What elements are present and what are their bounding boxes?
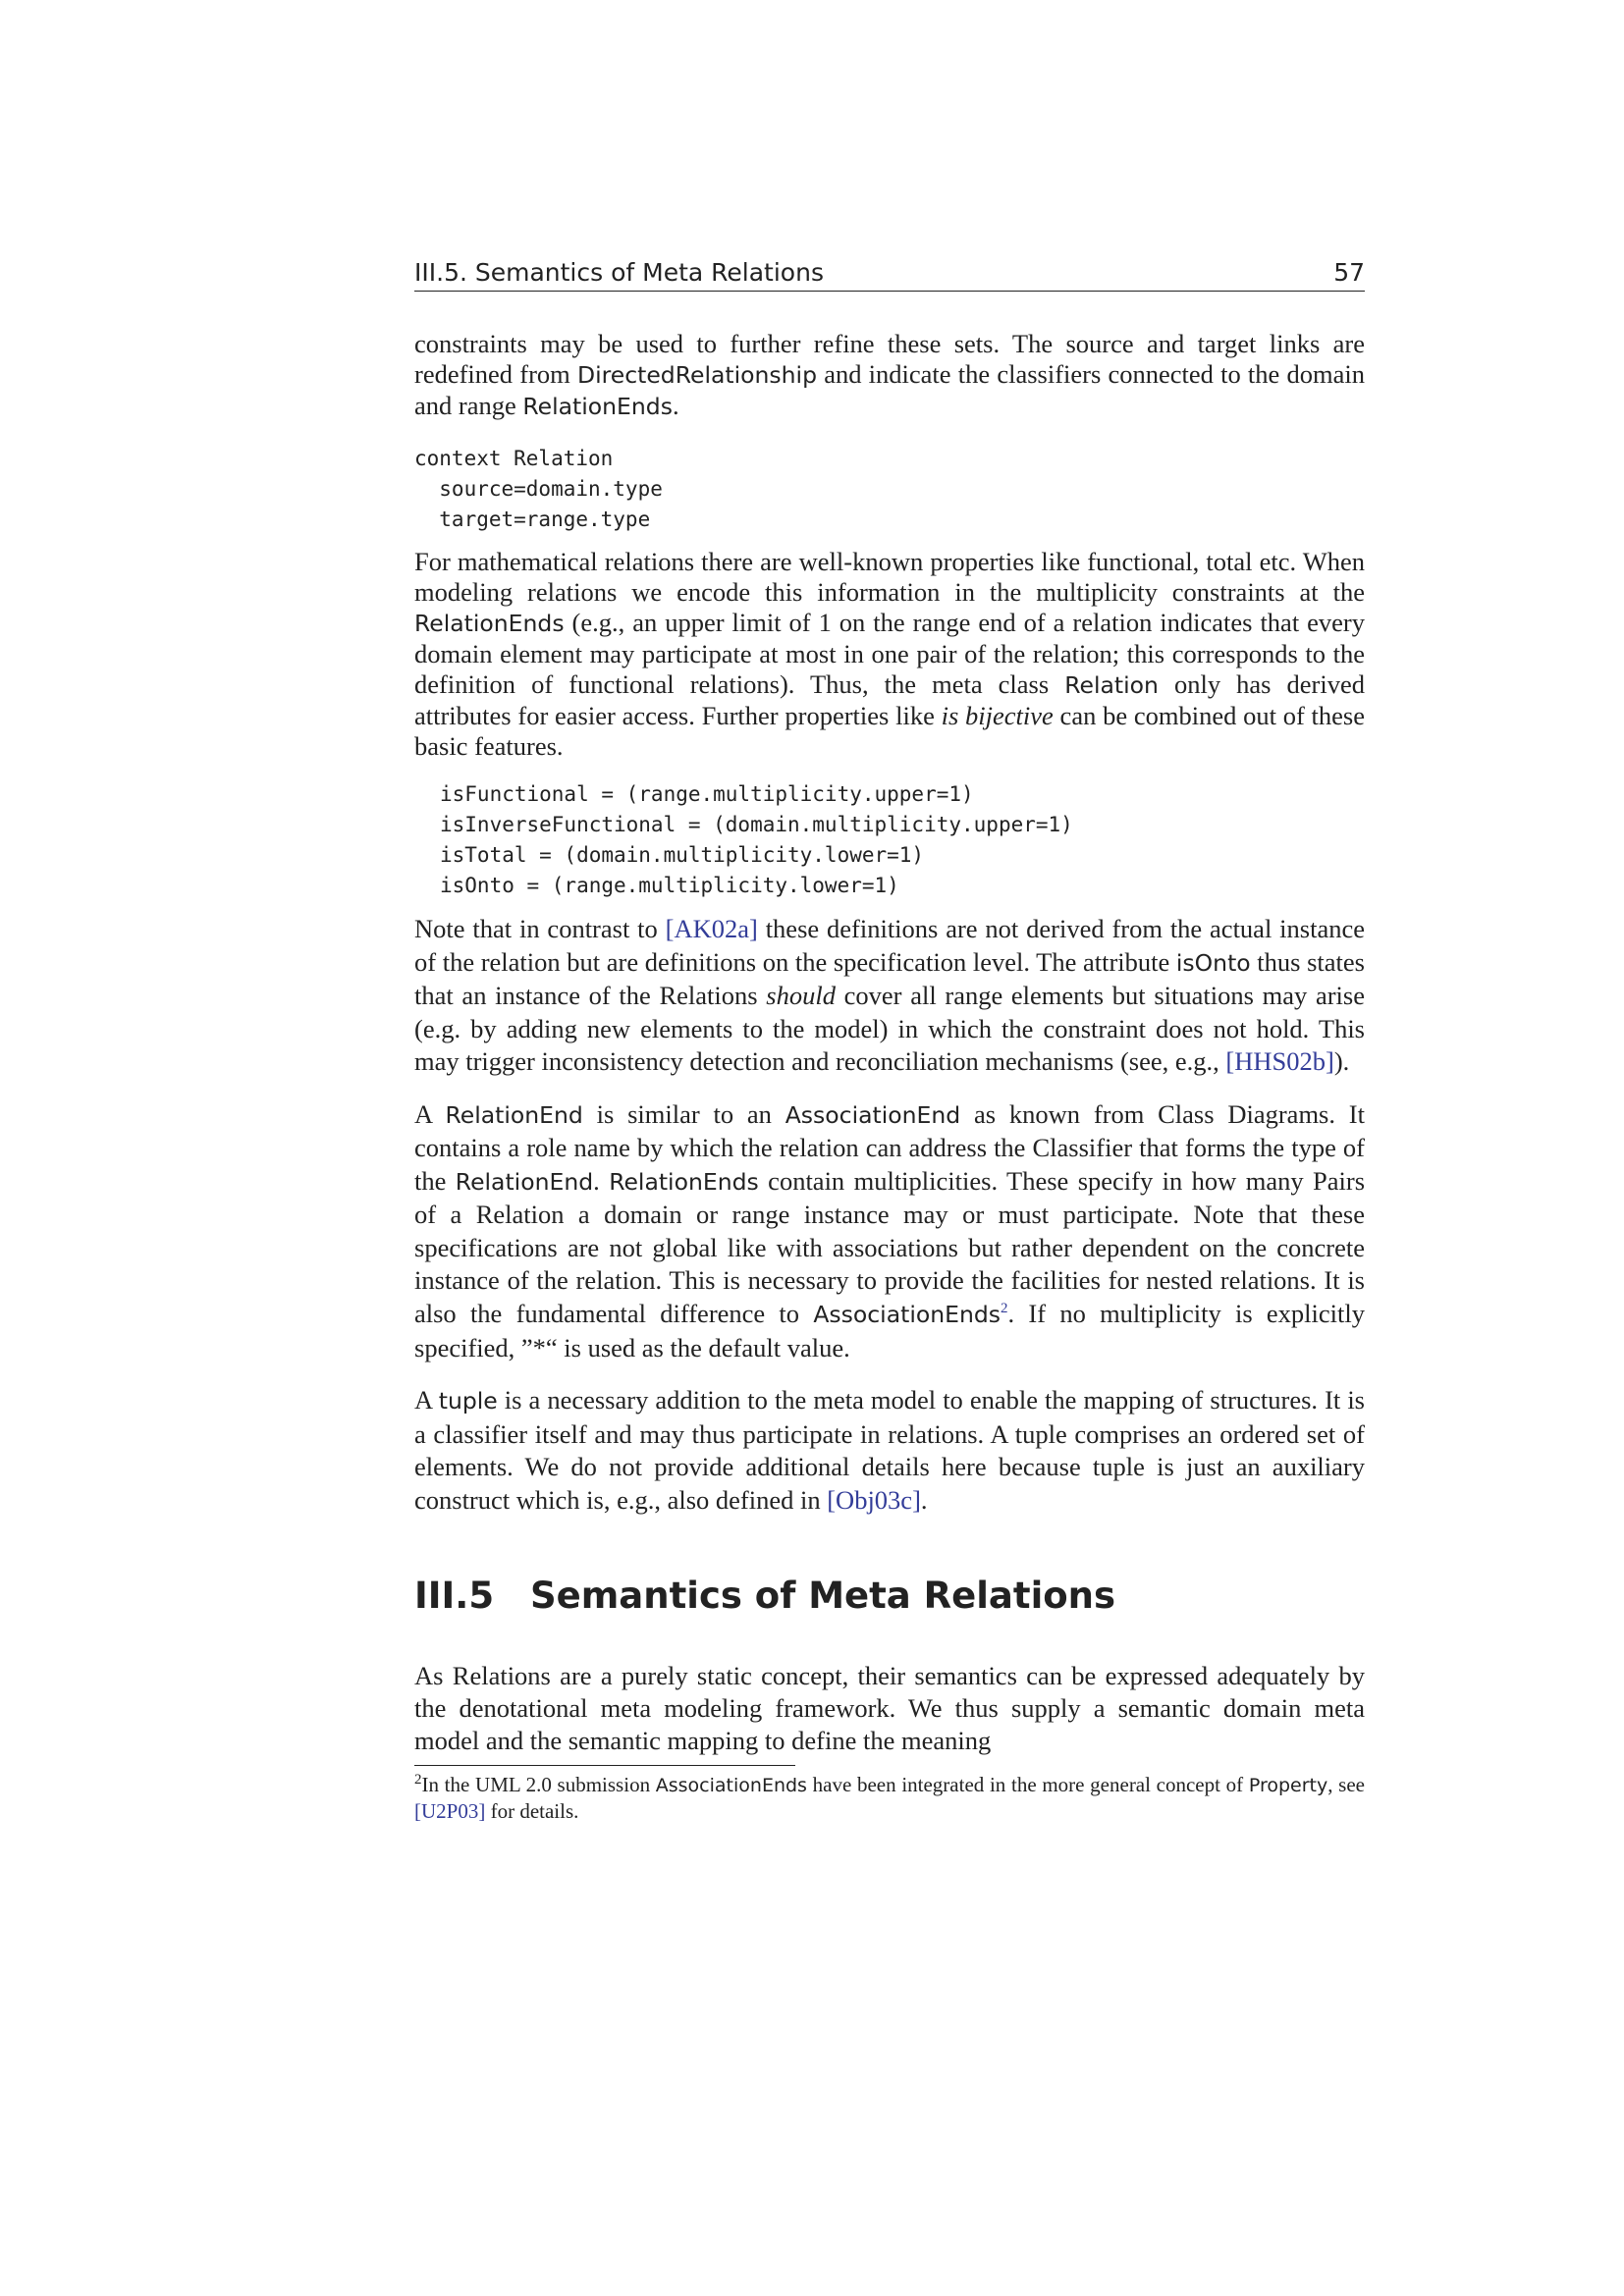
header-section-title: III.5. Semantics of Meta Relations [414, 258, 824, 287]
term-directedrelationship: DirectedRelationship [576, 361, 817, 389]
code-line: target=range.type [414, 507, 651, 531]
section-title: Semantics of Meta Relations [530, 1574, 1116, 1617]
emphasis-is-bijective: is bijective [941, 701, 1054, 730]
citation-hhs02b[interactable]: [HHS02b] [1225, 1046, 1334, 1076]
code-line: isOnto = (range.multiplicity.lower=1) [440, 874, 899, 897]
code-line: isTotal = (domain.multiplicity.lower=1) [440, 843, 925, 867]
term-relation: Relation [1064, 671, 1159, 699]
footnote-mark: 2 [414, 1771, 422, 1788]
citation-ak02a[interactable]: [AK02a] [665, 914, 758, 943]
code-line: context Relation [414, 447, 614, 470]
citation-u2p03[interactable]: [U2P03] [414, 1798, 486, 1823]
paragraph-note-contrast: Note that in contrast to [AK02a] these definitions are not derived from the actual instance of the relation but are definitions on the specification level. The attribute isOnto thus states that an instance of the Relations should cover all range elements but situations may arise (e.g. by adding new elements to the model) in which the constraint does not hold. This may trigger inconsistency detection and reconciliation mechanisms (see, e.g., [HHS02b]). [414, 914, 1365, 1076]
term-associationends: AssociationEnds [813, 1301, 1001, 1329]
section-heading [414, 1575, 1365, 1617]
emphasis-should: should [766, 981, 836, 1010]
term-relationend: RelationEnd [445, 1100, 583, 1129]
footnote: $^2$In the UML 2.0 submission AssociationEnds have been integrated in the more general concept of Property, see [U2P03] for details. [414, 1771, 1365, 1823]
term-property: Property [1248, 1774, 1328, 1796]
paragraph-relationend: A RelationEnd is similar to an AssociationEnd as known from Class Diagrams. It contains a role name by which the relation can address the Classifier that forms the type of the RelationEnd. RelationEnds contain multiplicities. These specify in how many Pairs of a Relation a domain or range instance may or must participate. Note that these specifications are not global like with associations but rather dependent on the concrete instance of the relation. This is necessary to provide the facilities for nested relations. It is also the fundamental difference to AssociationEnds$^2$. If no multiplicity is explicitly specified, ”*“ is used as the default value. [414, 1098, 1366, 1362]
code-line: isFunctional = (range.multiplicity.upper=1) [440, 782, 974, 806]
paragraph-source-target: constraints may be used to further refine these sets. The source and target links are redefined from DirectedRelationship and indicate the classifiers connected to the domain and range RelationEnds. [414, 329, 1366, 420]
term-tuple: tuple [438, 1387, 498, 1415]
code-block-context [414, 444, 1365, 535]
running-header [414, 257, 1365, 292]
header-page-number: 57 [1333, 258, 1365, 287]
code-line: isInverseFunctional = (domain.multiplicity.upper=1) [440, 813, 1073, 836]
footnote-reference[interactable]: 2 [1001, 1301, 1008, 1317]
code-block-derived-attributes [414, 779, 1365, 901]
footnote-rule [414, 1765, 795, 1766]
code-line: source=domain.type [414, 477, 663, 501]
term-relationends: RelationEnds [609, 1167, 759, 1196]
term-associationend: AssociationEnd [785, 1100, 961, 1129]
term-associationends: AssociationEnds [655, 1774, 807, 1796]
section-number: III.5 [414, 1574, 495, 1617]
term-relationend: RelationEnd [455, 1167, 594, 1196]
paragraph-semantics-intro: As Relations are a purely static concept, their semantics can be expressed adequately by the denotational meta modeling framework. We thus supply a semantic domain meta model and the semantic mapping to define the meaning [414, 1660, 1365, 1755]
page [414, 257, 1365, 1824]
paragraph-mathematical-relations: For mathematical relations there are well-known properties like functional, total etc. When modeling relations we encode this information in the multiplicity constraints at the RelationEnds (e.g., an upper limit of 1 on the range end of a relation indicates that every domain element may participate at most in one pair of the relation; this corresponds to the definition of functional relations). Thus, the meta class Relation only has derived attributes for easier access. Further properties like is bijective can be combined out of these basic features. [414, 547, 1366, 761]
citation-obj03c[interactable]: [Obj03c] [827, 1485, 921, 1516]
term-isonto: isOnto [1175, 948, 1251, 977]
term-relationends: RelationEnds [414, 610, 565, 637]
paragraph-tuple: A tuple is a necessary addition to the meta model to enable the mapping of structures. It is a classifier itself and may thus participate in relations. A tuple comprises an ordered set of elements. We do not provide additional details here because tuple is just an auxiliary construct which is, e.g., also defined in [Obj03c]. [414, 1385, 1365, 1516]
term-relationends: RelationEnds [522, 393, 673, 420]
